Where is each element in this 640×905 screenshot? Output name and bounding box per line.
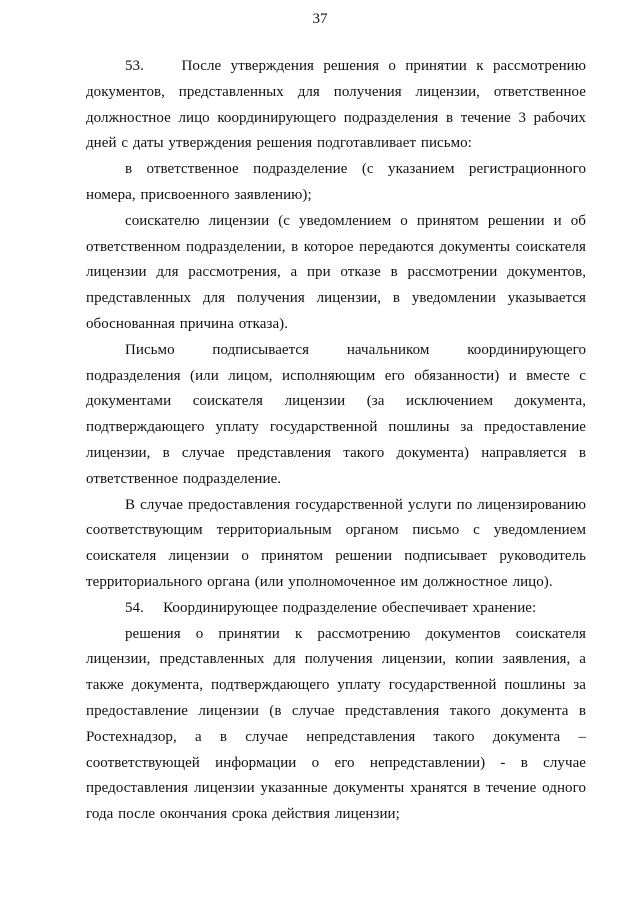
paragraph-storage-decisions: решения о принятии к рассмотрению документов соискателя лицензии, представленных для получения лицензии, копии заявления, а также документа, подтверждающего уплату государственной пошлины за предоставление лицензии (в случае представления такого документа в Ростехнадзор, а в случае непредставления такого документа – соответствующей информации о его непредставлении) - в случае предоставления лицензии указанные документы хранятся в течение одного года после окончания срока действия лицензии; bbox=[86, 625, 586, 823]
paragraph-territorial-body: В случае предоставления государственной услуги по лицензированию соответствующим территориальным органом письмо с уведомлением соискателя лицензии о принятом решении подписывает руководитель территориального органа (или уполномоченное им должностное лицо). bbox=[86, 496, 586, 590]
paragraph-license-applicant: соискателю лицензии (с уведомлением о принятом решении и об ответственном подразделении, в которое передаются документы соискателя лицензии для рассмотрения, а при отказе в рассмотрении документов, представленных для получения лицензии, в уведомлении указывается обоснованная причина отказа). bbox=[86, 212, 586, 332]
paragraph-53-intro: 53. После утверждения решения о принятии к рассмотрению документов, представленных для получения лицензии, ответственное должностное лицо координирующего подразделения в течение 3 рабочих дней с даты утверждения решения подготавливает письмо: bbox=[86, 58, 586, 152]
document-body bbox=[86, 54, 586, 828]
paragraph-54-intro: 54. Координирующее подразделение обеспечивает хранение: bbox=[125, 599, 537, 616]
page-number: 37 bbox=[312, 11, 328, 27]
paragraph-letter-signing: Письмо подписывается начальником координирующего подразделения (или лицом, исполняющим его обязанности) и вместе с документами соискателя лицензии (за исключением документа, подтверждающего уплату государственной пошлины за предоставление лицензии, в случае представления такого документа) направляется в ответственное подразделение. bbox=[86, 341, 586, 487]
paragraph-responsible-division: в ответственное подразделение (с указанием регистрационного номера, присвоенного заявлению); bbox=[86, 161, 586, 203]
